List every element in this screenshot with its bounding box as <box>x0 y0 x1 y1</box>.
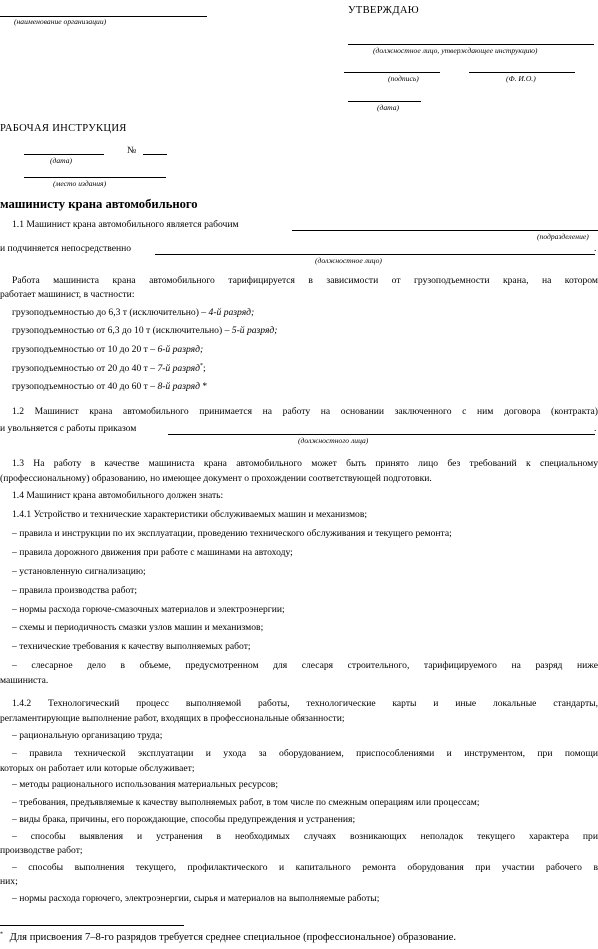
grade-item-text: грузоподъемностью от 20 до 40 т – <box>12 363 158 374</box>
list-item: – рациональную организацию труда; <box>12 730 163 741</box>
list-item: – требования, предъявляемые к качеству выполняемых работ, в том числе по смежным операциям или процессам; <box>12 797 480 808</box>
footnote-text: Для присвоения 7–8-го разрядов требуется среднее специальное (профессиональное) образование. <box>9 932 457 943</box>
tariff-paragraph-line1: Работа машиниста крана автомобильного тарифицируется в зависимости от грузоподъемности крана, на котором <box>12 275 598 286</box>
repair-item-line1: – способы выполнения текущего, профилактического и капитального ремонта оборудования при участии рабочего в <box>12 862 598 873</box>
list-item: – методы рационального использования материальных ресурсов; <box>12 779 278 790</box>
approver-position-caption: (должностное лицо, утверждающее инструкцию) <box>373 46 538 55</box>
grade-item-text: грузоподъемностью от 10 до 20 т – <box>12 344 158 355</box>
supervisor-line-end: . <box>594 243 597 254</box>
list-item: – нормы расхода горючего, электроэнергии, сырья и материалов на выполняемые работы; <box>12 893 380 904</box>
doc-number-label: № <box>127 145 137 156</box>
list-item: – правила производства работ; <box>12 585 137 596</box>
list-item: – нормы расхода горюче-смазочных материалов и электроэнергии; <box>12 604 285 615</box>
clause-1-4-2-line2: регламентирующие выполнение работ, входящих в профессиональные обязанности; <box>0 713 345 724</box>
clause-1-2-line2: и увольняется с работы приказом <box>0 423 137 434</box>
order-official-caption: (должностного лица) <box>298 436 369 445</box>
place-caption: (место издания) <box>53 179 107 188</box>
grade-item <box>12 344 203 356</box>
equipment-item-line2: которых он работает или которые обслуживает; <box>0 763 195 774</box>
grade-item-tail: ; <box>202 363 206 374</box>
grade-item <box>12 325 277 337</box>
list-item: – схемы и периодичность смазки узлов машин и механизмов; <box>12 622 264 633</box>
list-item: – установленную сигнализацию; <box>12 566 146 577</box>
tariff-paragraph-line2: работает машинист, в частности: <box>0 289 135 300</box>
grade-item-grade: 4-й разряд; <box>208 307 255 318</box>
clause-1-4-1: 1.4.1 Устройство и технические характеристики обслуживаемых машин и механизмов; <box>12 509 368 520</box>
clause-1-1: 1.1 Машинист крана автомобильного является рабочим <box>12 219 239 230</box>
defect-item-line1: – способы выявления и устранения в необходимых случаях возникающих неполадок текущего характера при <box>12 831 598 842</box>
grade-item-grade: 6-й разряд; <box>157 344 204 355</box>
grade-item-text: грузоподъемностью от 40 до 60 т – <box>12 381 158 392</box>
footnote-mark: * <box>0 931 3 938</box>
list-item: – правила и инструкции по их эксплуатации, проведению технического обслуживания и текущего ремонта; <box>12 528 452 539</box>
repair-item-line2: них; <box>0 876 18 887</box>
grade-item <box>12 381 207 393</box>
clause-1-1-continued: и подчиняется непосредственно <box>0 243 132 254</box>
list-item: – правила дорожного движения при работе с машинами на автоходу; <box>12 547 293 558</box>
order-line-end: . <box>594 423 597 434</box>
doc-date-caption: (дата) <box>50 156 73 165</box>
approve-date-caption: (дата) <box>377 103 400 112</box>
grade-item-tail: * <box>199 381 208 392</box>
clause-1-3-line2: (профессиональному) образованию, но имеющее документ о прохождении соответствующей подготовки. <box>0 473 432 484</box>
grade-item <box>12 363 206 375</box>
document-title: машинисту крана автомобильного <box>0 197 198 211</box>
footnote-ref: * <box>199 362 203 369</box>
equipment-item-line1: – правила технической эксплуатации и ухода за оборудованием, приспособлениями и инструментом, при помощи <box>12 748 598 759</box>
approve-heading: УТВЕРЖДАЮ <box>348 5 419 16</box>
grade-item-grade: 8-й разряд <box>157 381 200 392</box>
list-item: – виды брака, причины, его порождающие, способы предупреждения и устранения; <box>12 814 356 825</box>
full-name-caption: (Ф. И.О.) <box>506 74 536 83</box>
footnote <box>0 932 456 944</box>
locksmith-item-line1: – слесарное дело в объеме, предусмотренном для слесаря строительного, тарифицируемого на разряд ниже <box>12 660 598 671</box>
org-name-caption: (наименование организации) <box>14 17 107 26</box>
grade-item-grade: 5-й разряд; <box>231 325 278 336</box>
grade-item-text: грузоподъемностью до 6,3 т (исключительно) – <box>12 307 209 318</box>
grade-item <box>12 307 254 319</box>
clause-1-4: 1.4 Машинист крана автомобильного должен знать: <box>12 490 224 501</box>
clause-1-3-line1: 1.3 На работу в качестве машиниста крана автомобильного может быть принято лицо без требований к специальному <box>12 458 598 469</box>
grade-item-grade: 7-й разряд <box>157 363 200 374</box>
grade-item-text: грузоподъемностью от 6,3 до 10 т (исключительно) – <box>12 325 232 336</box>
locksmith-item-line2: машиниста. <box>0 675 49 686</box>
clause-1-4-2-line1: 1.4.2 Технологический процесс выполняемой работы, технологические карты и иные локальные стандарты, <box>12 698 598 709</box>
footnote-separator <box>0 925 184 926</box>
list-item: – технические требования к качеству выполняемых работ; <box>12 641 251 652</box>
defect-item-line2: производстве работ; <box>0 845 83 856</box>
document-type: РАБОЧАЯ ИНСТРУКЦИЯ <box>0 123 127 134</box>
order-official-line <box>168 434 595 435</box>
signature-caption: (подпись) <box>388 74 419 83</box>
clause-1-2-line1: 1.2 Машинист крана автомобильного принимается на работу на основании заключенного с ним договора (контракта) <box>12 406 598 417</box>
subdivision-caption: (подразделение) <box>537 232 589 241</box>
doc-number-line <box>143 154 167 155</box>
supervisor-caption: (должностное лицо) <box>315 256 382 265</box>
